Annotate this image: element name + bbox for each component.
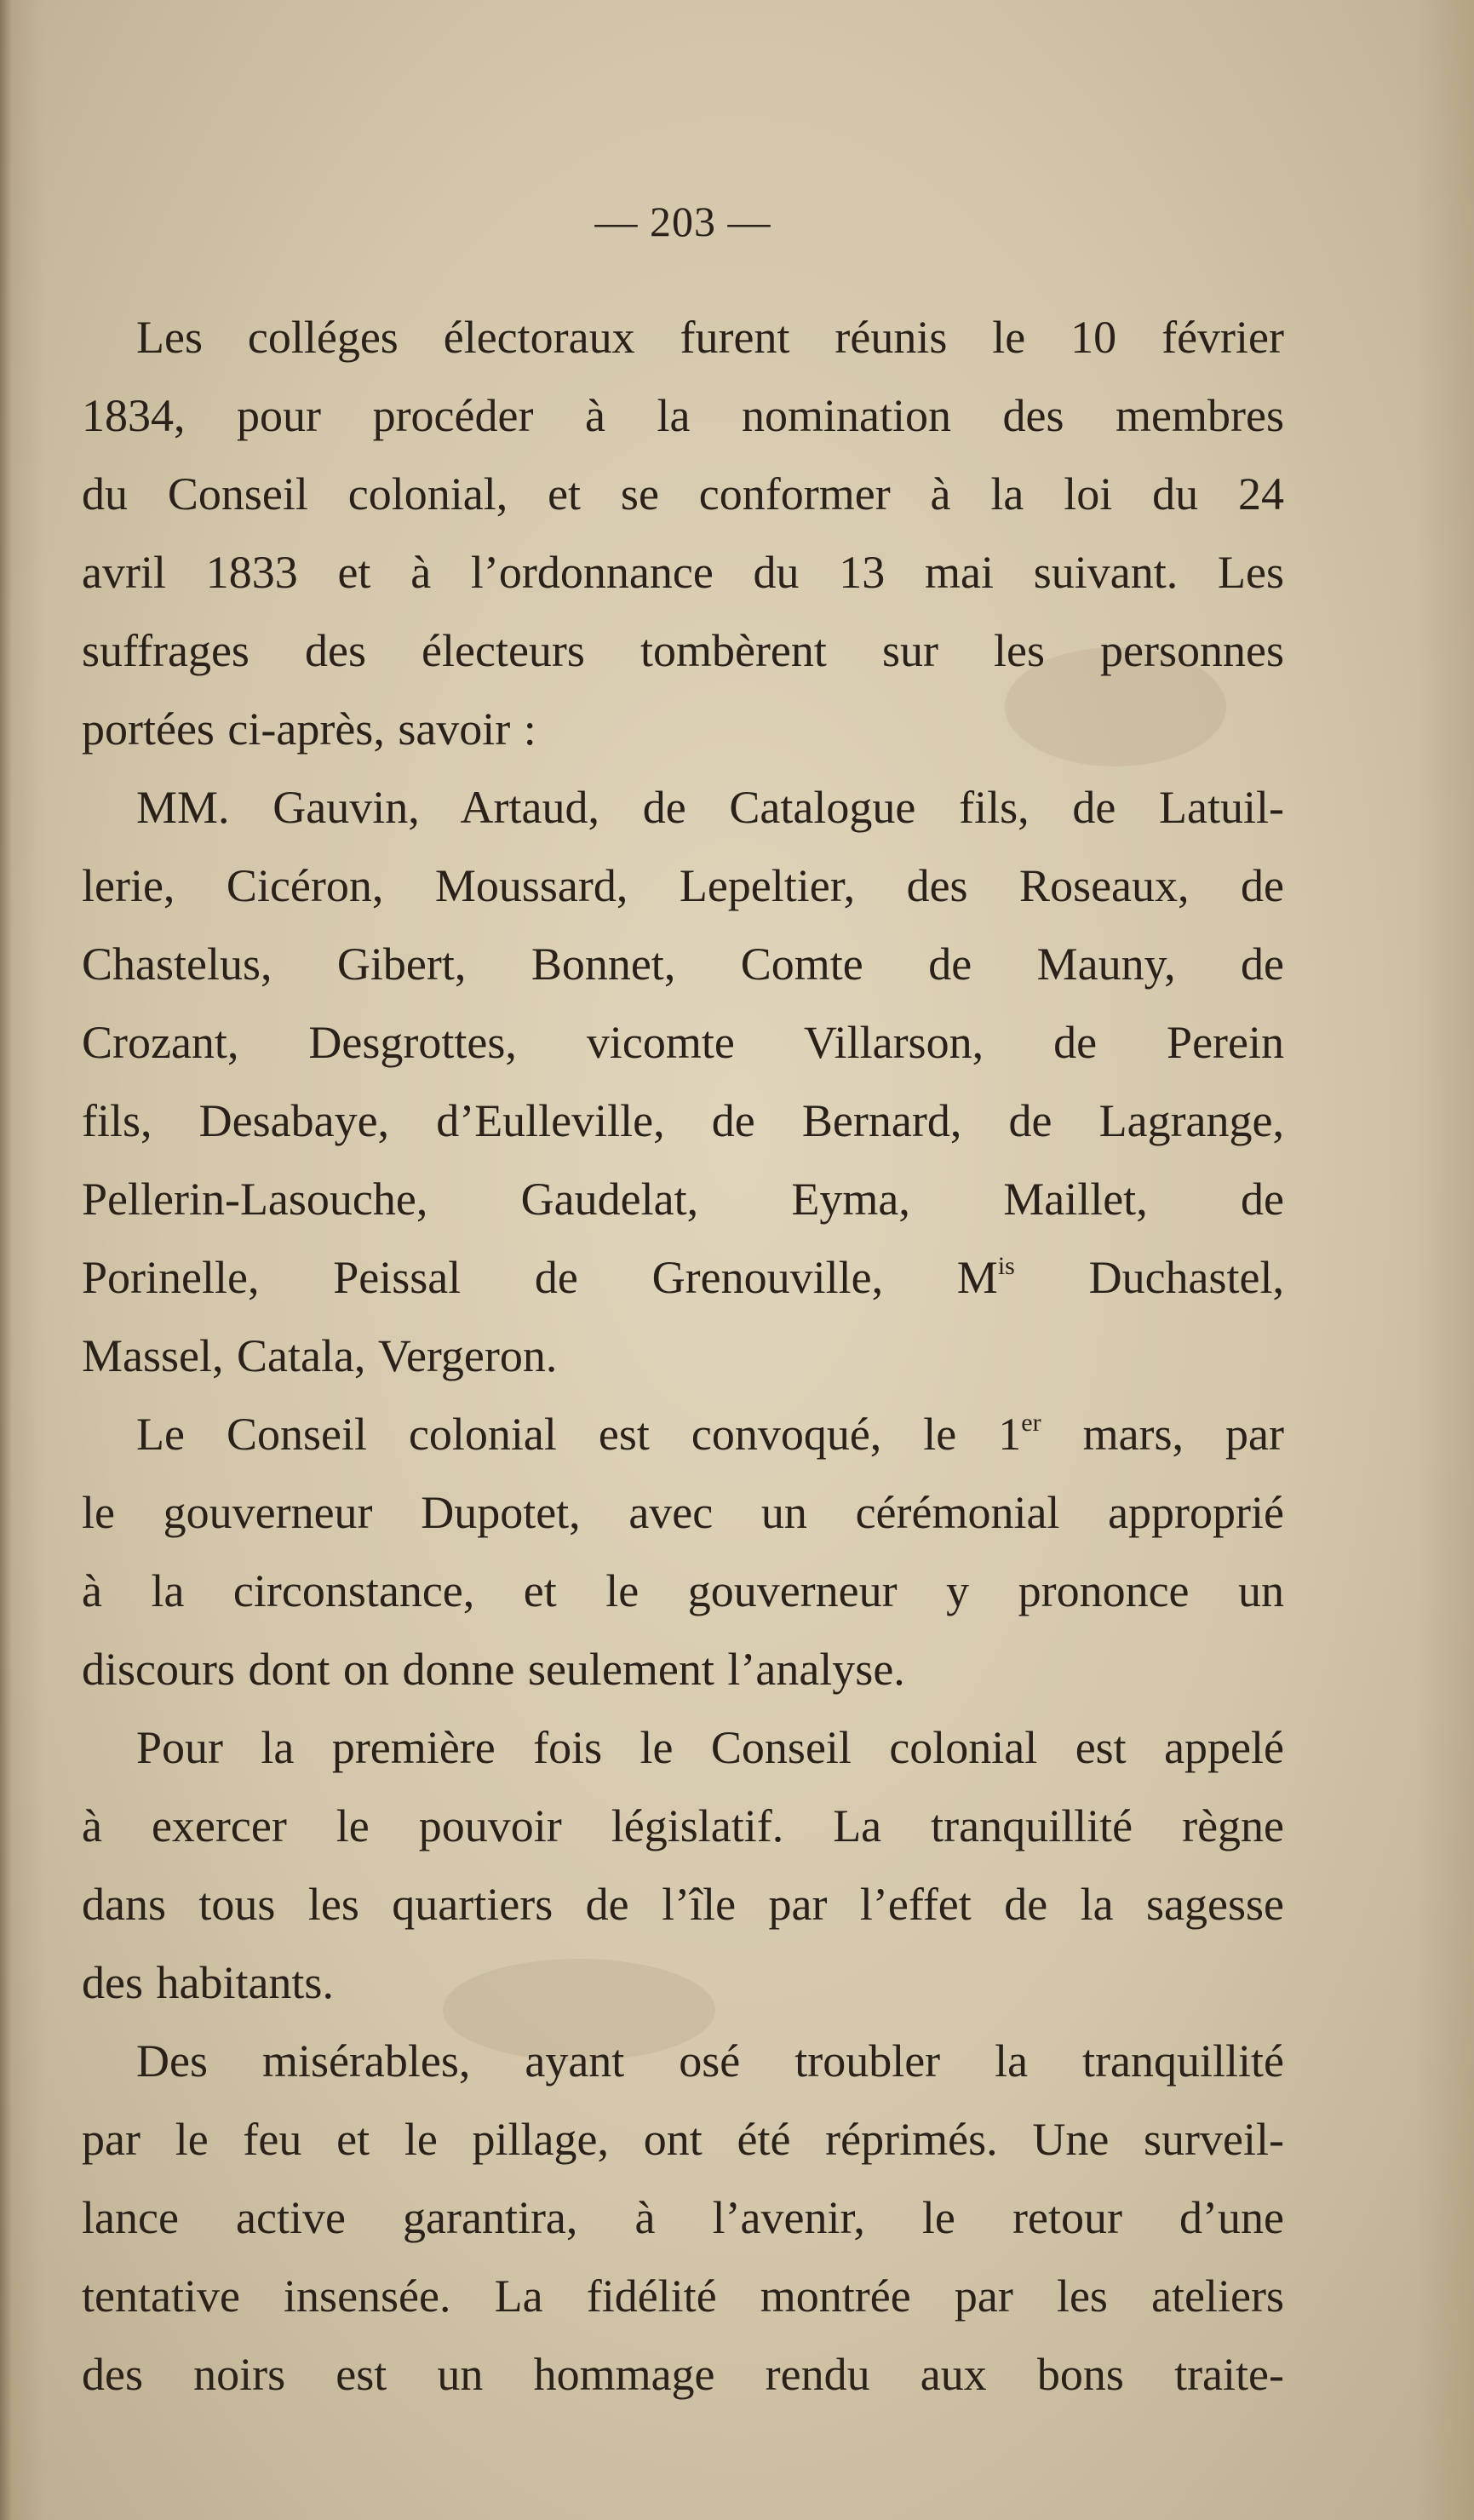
text-fragment: Duchastel, [1014,1252,1284,1303]
text-line: Pellerin-Lasouche, Gaudelat, Eyma, Maillet, de [82,1174,1284,1225]
text-line: discours dont on donne seulement l’analyse. [82,1644,905,1695]
text-line: Crozant, Desgrottes, vicomte Villarson, de Perein [82,1017,1284,1068]
page-edge-shadow [0,0,12,2520]
text-line: des habitants. [82,1957,334,2008]
superscript: er [1021,1409,1041,1437]
text-line: dans tous les quartiers de l’île par l’effet de la sagesse [82,1879,1284,1930]
text-line: Chastelus, Gibert, Bonnet, Comte de Mauny, de [82,939,1284,990]
text-line: fils, Desabaye, d’Eulleville, de Bernard, de Lagrange, [82,1095,1284,1146]
superscript: is [997,1252,1015,1280]
text-line: à la circonstance, et le gouverneur y prononce un [82,1565,1284,1616]
text-line: par le feu et le pillage, ont été réprimés. Une surveil- [82,2114,1284,2165]
text-line: Pour la première fois le Conseil colonial est appelé [136,1722,1284,1773]
text-line: Des misérables, ayant osé troubler la tranquillité [136,2035,1284,2087]
page-number: — 203 — [594,198,771,245]
page-body [82,298,1284,2414]
text-line: Les colléges électoraux furent réunis le 10 février [136,312,1284,363]
text-fragment: Porinelle, Peissal de Grenouville, M [82,1252,998,1303]
text-line [82,1238,1284,1317]
text-line: MM. Gauvin, Artaud, de Catalogue fils, de Latuil- [136,782,1284,833]
text-line: suffrages des électeurs tombèrent sur les personnes [82,625,1284,676]
text-line: à exercer le pouvoir législatif. La tranquillité règne [82,1800,1284,1851]
text-line: avril 1833 et à l’ordonnance du 13 mai suivant. Les [82,547,1284,598]
text-line [82,1395,1284,1473]
text-fragment: mars, par [1041,1409,1284,1460]
text-line: lerie, Cicéron, Moussard, Lepeltier, des Roseaux, de [82,860,1284,911]
text-line: du Conseil colonial, et se conformer à la loi du 24 [82,468,1284,519]
text-line: Massel, Catala, Vergeron. [82,1330,558,1381]
text-fragment: Le Conseil colonial est convoqué, le 1 [136,1409,1022,1460]
text-line: 1834, pour procéder à la nomination des membres [82,390,1284,441]
text-line: tentative insensée. La fidélité montrée par les ateliers [82,2270,1284,2322]
text-line: des noirs est un hommage rendu aux bons traite- [82,2349,1284,2400]
text-line: portées ci-après, savoir : [82,703,536,755]
text-line: lance active garantira, à l’avenir, le retour d’une [82,2192,1284,2243]
text-line: le gouverneur Dupotet, avec un cérémonial approprié [82,1487,1284,1538]
